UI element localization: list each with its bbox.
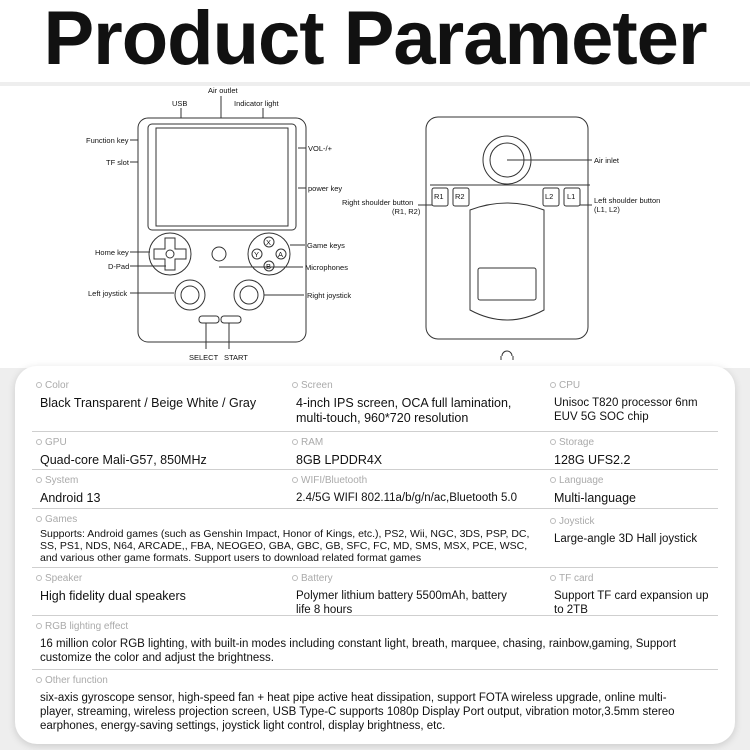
r1-button: R1 bbox=[434, 192, 444, 201]
spec-row bbox=[32, 374, 718, 432]
page-title: Product Parameter bbox=[0, 0, 750, 82]
label-usb: USB bbox=[172, 99, 188, 108]
spec-language: Language Multi-language bbox=[550, 469, 715, 506]
label-right-joystick: Right joystick bbox=[307, 291, 352, 300]
spec-battery: Battery Polymer lithium battery 5500mAh, battery life 8 hours bbox=[292, 567, 522, 617]
label-microphones: Microphones bbox=[305, 263, 348, 272]
label-right-shoulder: Right shoulder button bbox=[342, 198, 414, 207]
label-game-keys: Game keys bbox=[307, 241, 345, 250]
l2-button: L2 bbox=[545, 192, 554, 201]
label-home: Home key bbox=[95, 248, 129, 257]
label-right-shoulder-sub: (R1, R2) bbox=[392, 207, 421, 216]
spec-rgb: RGB lighting effect 16 million color RGB lighting, with built-in modes including constant light, breath, marquee, chasing, rainbow,gaming, Support customize the color and adjust the brightness. bbox=[36, 615, 718, 665]
spec-wifi: WIFI/Bluetooth 2.4/5G WIFI 802.11a/b/g/n/ac,Bluetooth 5.0 bbox=[292, 469, 550, 505]
label-tf-slot: TF slot bbox=[106, 158, 129, 167]
spec-ram: RAM 8GB LPDDR4X bbox=[292, 431, 542, 468]
label-left-joystick: Left joystick bbox=[88, 289, 128, 298]
btn-b: B bbox=[266, 262, 272, 271]
spec-color: Color Black Transparent / Beige White / Gray bbox=[36, 374, 286, 411]
spec-row bbox=[32, 669, 718, 739]
spec-joystick: Joystick Large-angle 3D Hall joystick bbox=[550, 508, 718, 546]
spec-row bbox=[32, 431, 718, 470]
spec-system: System Android 13 bbox=[36, 469, 286, 506]
spec-speaker: Speaker High fidelity dual speakers bbox=[36, 567, 286, 604]
spec-other: Other function six-axis gyroscope sensor, high-speed fan + heat pipe active heat dissipation, support FOTA wireless upgrade, online multi-player, streaming, wireless projection screen, USB Type-C supports 1080p Display Port output, vibration motor,3.5mm stereo earphones, energy-saving settings, joystick light control, display brightness, etc. bbox=[36, 669, 676, 733]
spec-games: Games Supports: Android games (such as Genshin Impact, Honor of Kings, etc.), PS2, Wii, NGC, 3DS, PSP, DC, SS, PS1, NDS, N64, ARCADE,, FBA, NEOGEO, GBA, GBC, GB, SFC, FC, MD, SMS, MSX, PCE, WSC, and various other game formats. Support users to download related format games bbox=[36, 508, 546, 564]
spec-row bbox=[32, 469, 718, 509]
label-power: power key bbox=[308, 184, 343, 193]
r2-button: R2 bbox=[455, 192, 465, 201]
spec-storage: Storage 128G UFS2.2 bbox=[550, 431, 715, 468]
label-left-shoulder-sub: (L1, L2) bbox=[594, 205, 620, 214]
label-indicator: Indicator light bbox=[234, 99, 279, 108]
label-air-outlet: Air outlet bbox=[208, 86, 238, 95]
spec-row bbox=[32, 615, 718, 670]
device-illustration bbox=[0, 86, 750, 368]
label-function-key: Function key bbox=[86, 136, 129, 145]
btn-a: A bbox=[278, 250, 284, 259]
spec-tf-card: TF card Support TF card expansion up to 2TB bbox=[550, 567, 710, 617]
label-air-inlet: Air inlet bbox=[594, 156, 620, 165]
label-left-shoulder: Left shoulder button bbox=[594, 196, 661, 205]
btn-y: Y bbox=[254, 250, 260, 259]
label-dpad: D-Pad bbox=[108, 262, 130, 271]
spec-row bbox=[32, 567, 718, 616]
back-device-body bbox=[426, 117, 588, 339]
l1-button: L1 bbox=[567, 192, 576, 201]
label-select: SELECT bbox=[189, 353, 219, 362]
spec-cpu: CPU Unisoc T820 processor 6nm EUV 5G SOC chip bbox=[550, 374, 715, 424]
label-start: START bbox=[224, 353, 248, 362]
spec-screen: Screen 4-inch IPS screen, OCA full lamination, multi-touch, 960*720 resolution bbox=[292, 374, 542, 426]
spec-row bbox=[32, 508, 718, 568]
spec-card bbox=[15, 366, 735, 744]
spec-gpu: GPU Quad-core Mali-G57, 850MHz bbox=[36, 431, 286, 468]
device-diagrams bbox=[0, 86, 750, 368]
btn-x: X bbox=[266, 238, 272, 247]
label-vol: VOL-/+ bbox=[308, 144, 332, 153]
